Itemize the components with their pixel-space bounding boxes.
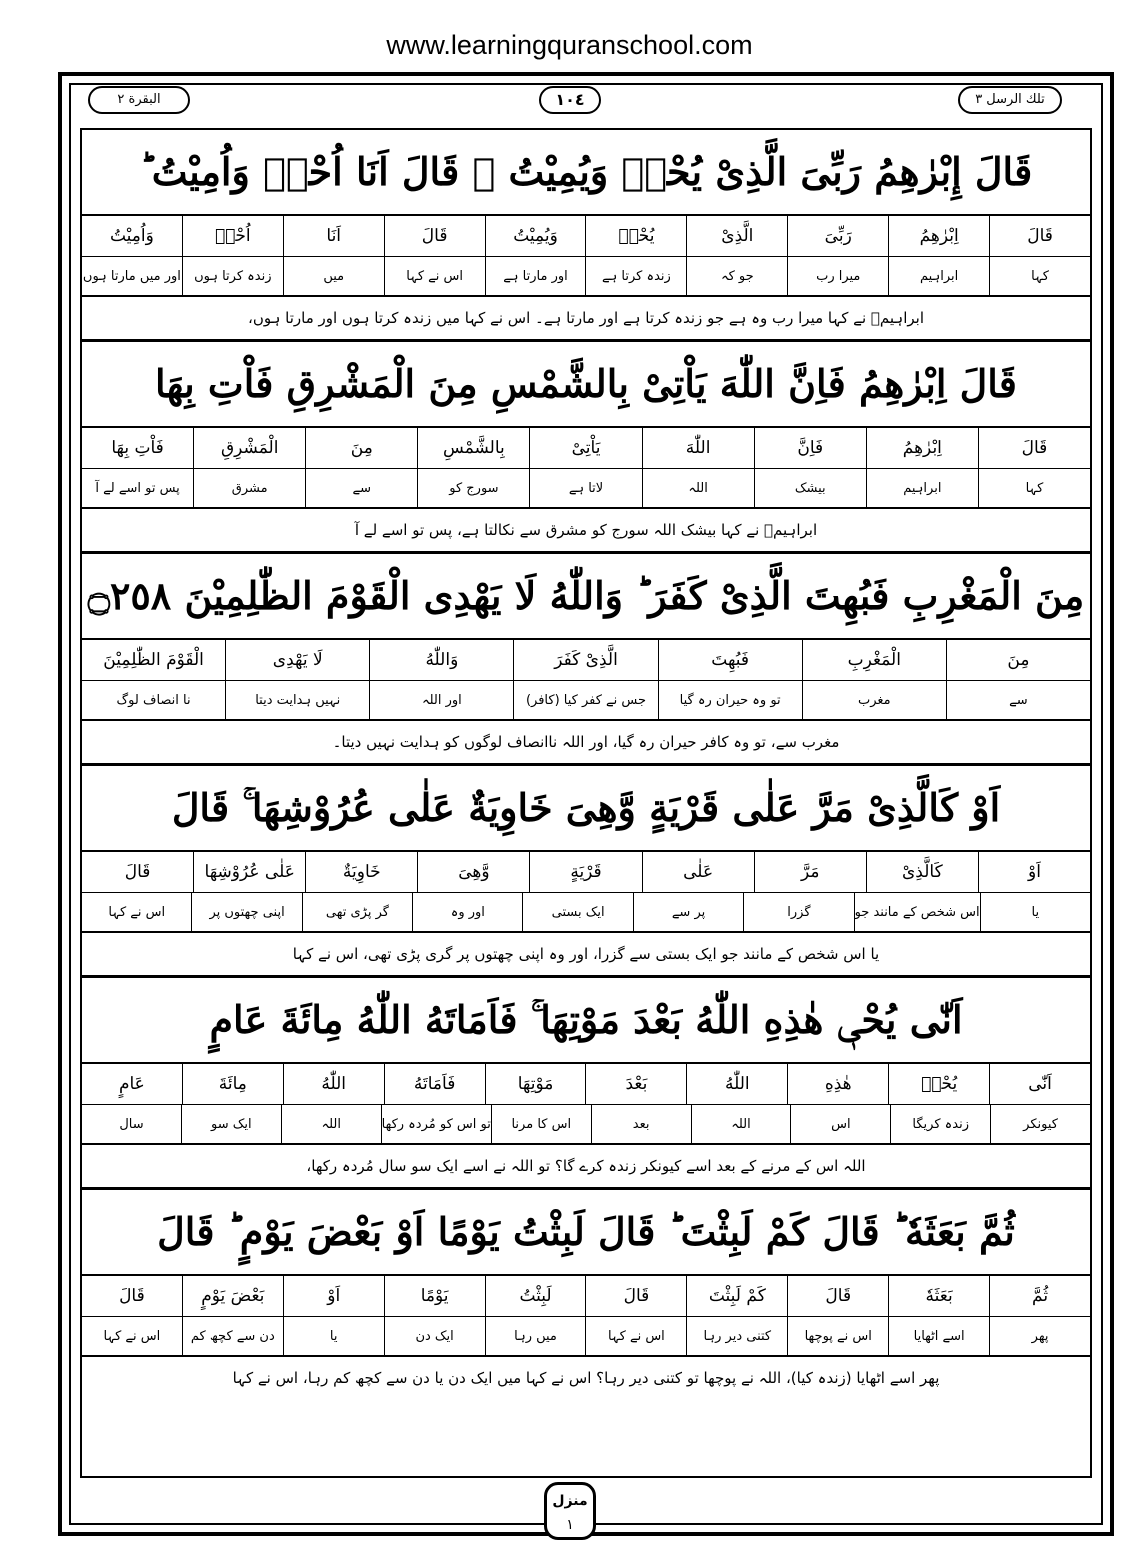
urdu-translation-line: پھر اسے اٹھایا (زندہ کیا)، اللہ نے پوچھا تو کتنی دیر رہا؟ اس نے کہا میں ایک دن یا دن سے کچھ کم رہا، اس نے کہا <box>232 1369 940 1387</box>
meaning-cell: زندہ کرتا ہوں <box>182 257 283 295</box>
meaning-cell: مشرق <box>193 469 305 507</box>
meaning-cell: یا <box>980 893 1090 931</box>
word-row <box>82 640 1090 681</box>
word-cell: لَبِثْتُ <box>485 1276 586 1316</box>
word-cell: وَیُمِیْتُ <box>485 216 586 256</box>
urdu-translation-line: مغرب سے، تو وہ کافر حیران رہ گیا، اور اللہ ناانصاف لوگوں کو ہدایت نہیں دیتا۔ <box>82 721 1090 766</box>
word-cell: وَاللّٰهُ <box>369 640 513 680</box>
word-cell: قَالَ <box>585 1276 686 1316</box>
meaning-cell: اللہ <box>281 1105 381 1143</box>
word-cell: عَلٰی عُرُوْشِهَا <box>193 852 305 892</box>
urdu-translation-line: ابراہیمؑ نے کہا بیشک اللہ سورج کو مشرق سے نکالتا ہے، پس تو اسے لے آ <box>82 509 1090 554</box>
word-cell: رَبِّیَ <box>787 216 888 256</box>
word-cell: یَاْتِیْ <box>529 428 641 468</box>
verse-block <box>82 978 1090 1190</box>
word-cell: الْمَغْرِبِ <box>802 640 946 680</box>
verse-block <box>82 342 1090 554</box>
meaning-cell: اس نے پوچھا <box>787 1317 888 1355</box>
manzil-number: ١ <box>566 1517 574 1533</box>
meaning-cell: اس شخص کے مانند جو <box>854 893 980 931</box>
meaning-cell: اس <box>790 1105 890 1143</box>
meaning-cell: اللہ <box>642 469 754 507</box>
word-cell: كَالَّذِیْ <box>866 852 978 892</box>
word-cell: یُحْیٖ <box>888 1064 989 1104</box>
word-cell: اِبْرٰهِمُ <box>888 216 989 256</box>
word-cell: مِنَ <box>946 640 1090 680</box>
word-cell: هٰذِهِ <box>787 1064 888 1104</box>
manzil-marker <box>544 1482 596 1540</box>
word-cell: اللّٰهُ <box>686 1064 787 1104</box>
word-cell: مَرَّ <box>754 852 866 892</box>
meaning-cell: پر سے <box>633 893 743 931</box>
meaning-cell: گر پڑی تھی <box>302 893 412 931</box>
word-cell: فَاْتِ بِهَا <box>111 438 164 458</box>
word-cell: بَعَثَهٗ <box>888 1276 989 1316</box>
word-row <box>82 428 1090 469</box>
word-cell: مَوْتِهَا <box>485 1064 586 1104</box>
meaning-cell: مغرب <box>802 681 946 719</box>
arabic-verse-line: اَوْ كَالَّذِیْ مَرَّ عَلٰی قَرْیَةٍ وَّهِیَ خَاوِیَةٌ عَلٰی عُرُوْشِهَا ۚ قَالَ <box>82 766 1090 852</box>
word-row <box>82 852 1090 893</box>
word-cell: لَا یَهْدِی <box>225 640 369 680</box>
word-cell: فَبُهِتَ <box>658 640 802 680</box>
word-cell: فَاَمَاتَهُ <box>384 1064 485 1104</box>
meaning-cell: سے <box>946 681 1090 719</box>
word-cell: عَامٍ <box>118 1074 145 1094</box>
meaning-cell: زندہ کریگا <box>890 1105 990 1143</box>
meaning-cell: گزرا <box>743 893 853 931</box>
word-cell: اللّٰهَ <box>642 428 754 468</box>
word-cell: یُحْیٖ <box>585 216 686 256</box>
meaning-cell: اور وہ <box>412 893 522 931</box>
word-row <box>82 216 1090 257</box>
meaning-cell: اس نے کہا <box>585 1317 686 1355</box>
meaning-cell: اس نے کہا <box>108 904 166 920</box>
header-surah-name: البقرة ٢ <box>88 86 190 114</box>
meaning-cell: اللہ <box>691 1105 791 1143</box>
urdu-translation-line: ابراہیمؑ نے کہا میرا رب وہ ہے جو زندہ کرتا ہے اور مارتا ہے۔ اس نے کہا میں زندہ کرتا ہوں اور مارتا ہوں، <box>82 297 1090 342</box>
meaning-cell: میں <box>283 257 384 295</box>
word-cell: اَنَا <box>283 216 384 256</box>
word-row <box>82 1064 1090 1105</box>
meaning-cell: سے <box>305 469 417 507</box>
meaning-cell: ایک سو <box>181 1105 281 1143</box>
header-para-name: تلك الرسل ٣ <box>958 86 1062 114</box>
meaning-cell: ایک بستی <box>522 893 632 931</box>
meaning-cell: اس کا مرنا <box>491 1105 591 1143</box>
meaning-cell: یا <box>283 1317 384 1355</box>
meaning-cell: اسے اٹھایا <box>888 1317 989 1355</box>
word-cell: اُحْیٖ <box>182 216 283 256</box>
meaning-row <box>82 681 1090 721</box>
verse-block <box>82 554 1090 766</box>
meaning-cell: پھر <box>989 1317 1090 1355</box>
arabic-verse-line: مِنَ الْمَغْرِبِ فَبُهِتَ الَّذِیْ كَفَرَ ؕ وَاللّٰهُ لَا یَهْدِی الْقَوْمَ الظّٰلِمِیْنَ ۝٢٥٨ <box>82 554 1090 640</box>
meaning-cell: ابراہیم <box>888 257 989 295</box>
meaning-cell: اور اللہ <box>369 681 513 719</box>
site-url: www.learningquranschool.com <box>386 30 753 60</box>
word-cell: اِبْرٰهِمُ <box>866 428 978 468</box>
word-cell: قَالَ <box>989 216 1090 256</box>
verse-block <box>82 1190 1090 1399</box>
word-row <box>82 1276 1090 1317</box>
meaning-cell: کیونکر <box>990 1105 1090 1143</box>
urdu-translation-line: یا اس شخص کے مانند جو ایک بستی سے گزرا، اور وہ اپنی چھتوں پر گری پڑی تھی، اس نے کہا <box>82 933 1090 978</box>
word-cell: وَاُمِیْتُ <box>109 226 154 246</box>
meaning-cell: اور مارتا ہے <box>485 257 586 295</box>
meaning-cell: کہا <box>978 469 1090 507</box>
word-cell: الْقَوْمَ الظّٰلِمِیْنَ <box>103 650 204 670</box>
quran-content <box>80 128 1092 1478</box>
word-cell: ثُمَّ <box>989 1276 1090 1316</box>
arabic-verse-line: قَالَ اِبْرٰهِمُ فَاِنَّ اللّٰهَ یَاْتِیْ بِالشَّمْسِ مِنَ الْمَشْرِقِ فَاْتِ بِهَا <box>82 342 1090 428</box>
meaning-cell: اور میں مارتا ہوں <box>82 268 181 284</box>
word-cell: بِالشَّمْسِ <box>417 428 529 468</box>
word-cell: فَاِنَّ <box>754 428 866 468</box>
verse-block <box>82 766 1090 978</box>
urdu-translation-line: اللہ اس کے مرنے کے بعد اسے کیونکر زندہ کرے گا؟ تو اللہ نے اسے ایک سو سال مُردہ رکھا، <box>82 1145 1090 1190</box>
word-cell: اَوْ <box>283 1276 384 1316</box>
arabic-verse-line: اَنّٰی یُحْیٖ هٰذِهِ اللّٰهُ بَعْدَ مَوْتِهَا ۚ فَاَمَاتَهُ اللّٰهُ مِائَةَ عَامٍ <box>82 978 1090 1064</box>
word-cell: قَرْیَةٍ <box>529 852 641 892</box>
word-cell: قَالَ <box>384 216 485 256</box>
word-cell: عَلٰی <box>642 852 754 892</box>
word-cell: قَالَ <box>978 428 1090 468</box>
word-cell: قَالَ <box>787 1276 888 1316</box>
meaning-cell: پس تو اسے لے آ <box>95 480 180 496</box>
meaning-cell: تو وہ حیران رہ گیا <box>658 681 802 719</box>
word-cell: خَاوِیَةٌ <box>305 852 417 892</box>
meaning-row <box>82 893 1090 933</box>
meaning-cell: اس نے کہا <box>384 257 485 295</box>
meaning-row <box>82 469 1090 509</box>
meaning-cell: بیشک <box>754 469 866 507</box>
word-cell: اَوْ <box>978 852 1090 892</box>
meaning-cell: لاتا ہے <box>529 469 641 507</box>
word-cell: الَّذِیْ كَفَرَ <box>513 640 657 680</box>
word-cell: وَّهِیَ <box>417 852 529 892</box>
header-page-number: ١٠٤ <box>539 86 601 114</box>
meaning-cell: بعد <box>591 1105 691 1143</box>
verse-block <box>82 130 1090 342</box>
meaning-row <box>82 257 1090 297</box>
word-cell: الْمَشْرِقِ <box>193 428 305 468</box>
word-cell: الَّذِیْ <box>686 216 787 256</box>
meaning-cell: زندہ کرتا ہے <box>585 257 686 295</box>
word-cell: بَعْدَ <box>585 1064 686 1104</box>
meaning-cell: سال <box>119 1116 144 1132</box>
arabic-verse-line: قَالَ إِبْرٰهِمُ رَبِّیَ الَّذِیْ یُحْیٖ وَیُمِیْتُ ۙ قَالَ اَنَا اُحْیٖ وَاُمِیْتُ ؕ <box>82 130 1090 216</box>
meaning-cell: نہیں ہدایت دیتا <box>225 681 369 719</box>
word-cell: مِنَ <box>305 428 417 468</box>
word-cell: اللّٰهُ <box>283 1064 384 1104</box>
meaning-cell: تو اس کو مُردہ رکھا <box>381 1105 491 1143</box>
word-cell: بَعْضَ یَوْمٍ <box>182 1276 283 1316</box>
meaning-cell: میں رہا <box>485 1317 586 1355</box>
word-cell: قَالَ <box>119 1286 145 1306</box>
manzil-label: منزل <box>552 1493 588 1509</box>
word-cell: اَنّٰی <box>989 1064 1090 1104</box>
meaning-cell: سورج کو <box>417 469 529 507</box>
meaning-cell: اپنی چھتوں پر <box>191 893 301 931</box>
meaning-row <box>82 1105 1090 1145</box>
word-cell: قَالَ <box>124 862 151 882</box>
word-cell: كَمْ لَبِثْتَ <box>686 1276 787 1316</box>
meaning-cell: کہا <box>989 257 1090 295</box>
meaning-cell: دن سے کچھ کم <box>182 1317 283 1355</box>
meaning-cell: جس نے کفر کیا (کافر) <box>513 681 657 719</box>
meaning-cell: کتنی دیر رہا <box>686 1317 787 1355</box>
meaning-cell: جو کہ <box>686 257 787 295</box>
word-cell: مِائَةَ <box>182 1064 283 1104</box>
meaning-row <box>82 1317 1090 1357</box>
meaning-cell: اس نے کہا <box>103 1328 161 1344</box>
word-cell: یَوْمًا <box>384 1276 485 1316</box>
meaning-cell: نا انصاف لوگ <box>116 692 191 708</box>
arabic-verse-line: ثُمَّ بَعَثَهٗ ؕ قَالَ كَمْ لَبِثْتَ ؕ قَالَ لَبِثْتُ یَوْمًا اَوْ بَعْضَ یَوْمٍ ؕ قَالَ <box>82 1190 1090 1276</box>
meaning-cell: میرا رب <box>787 257 888 295</box>
meaning-cell: ابراہیم <box>866 469 978 507</box>
meaning-cell: ایک دن <box>384 1317 485 1355</box>
